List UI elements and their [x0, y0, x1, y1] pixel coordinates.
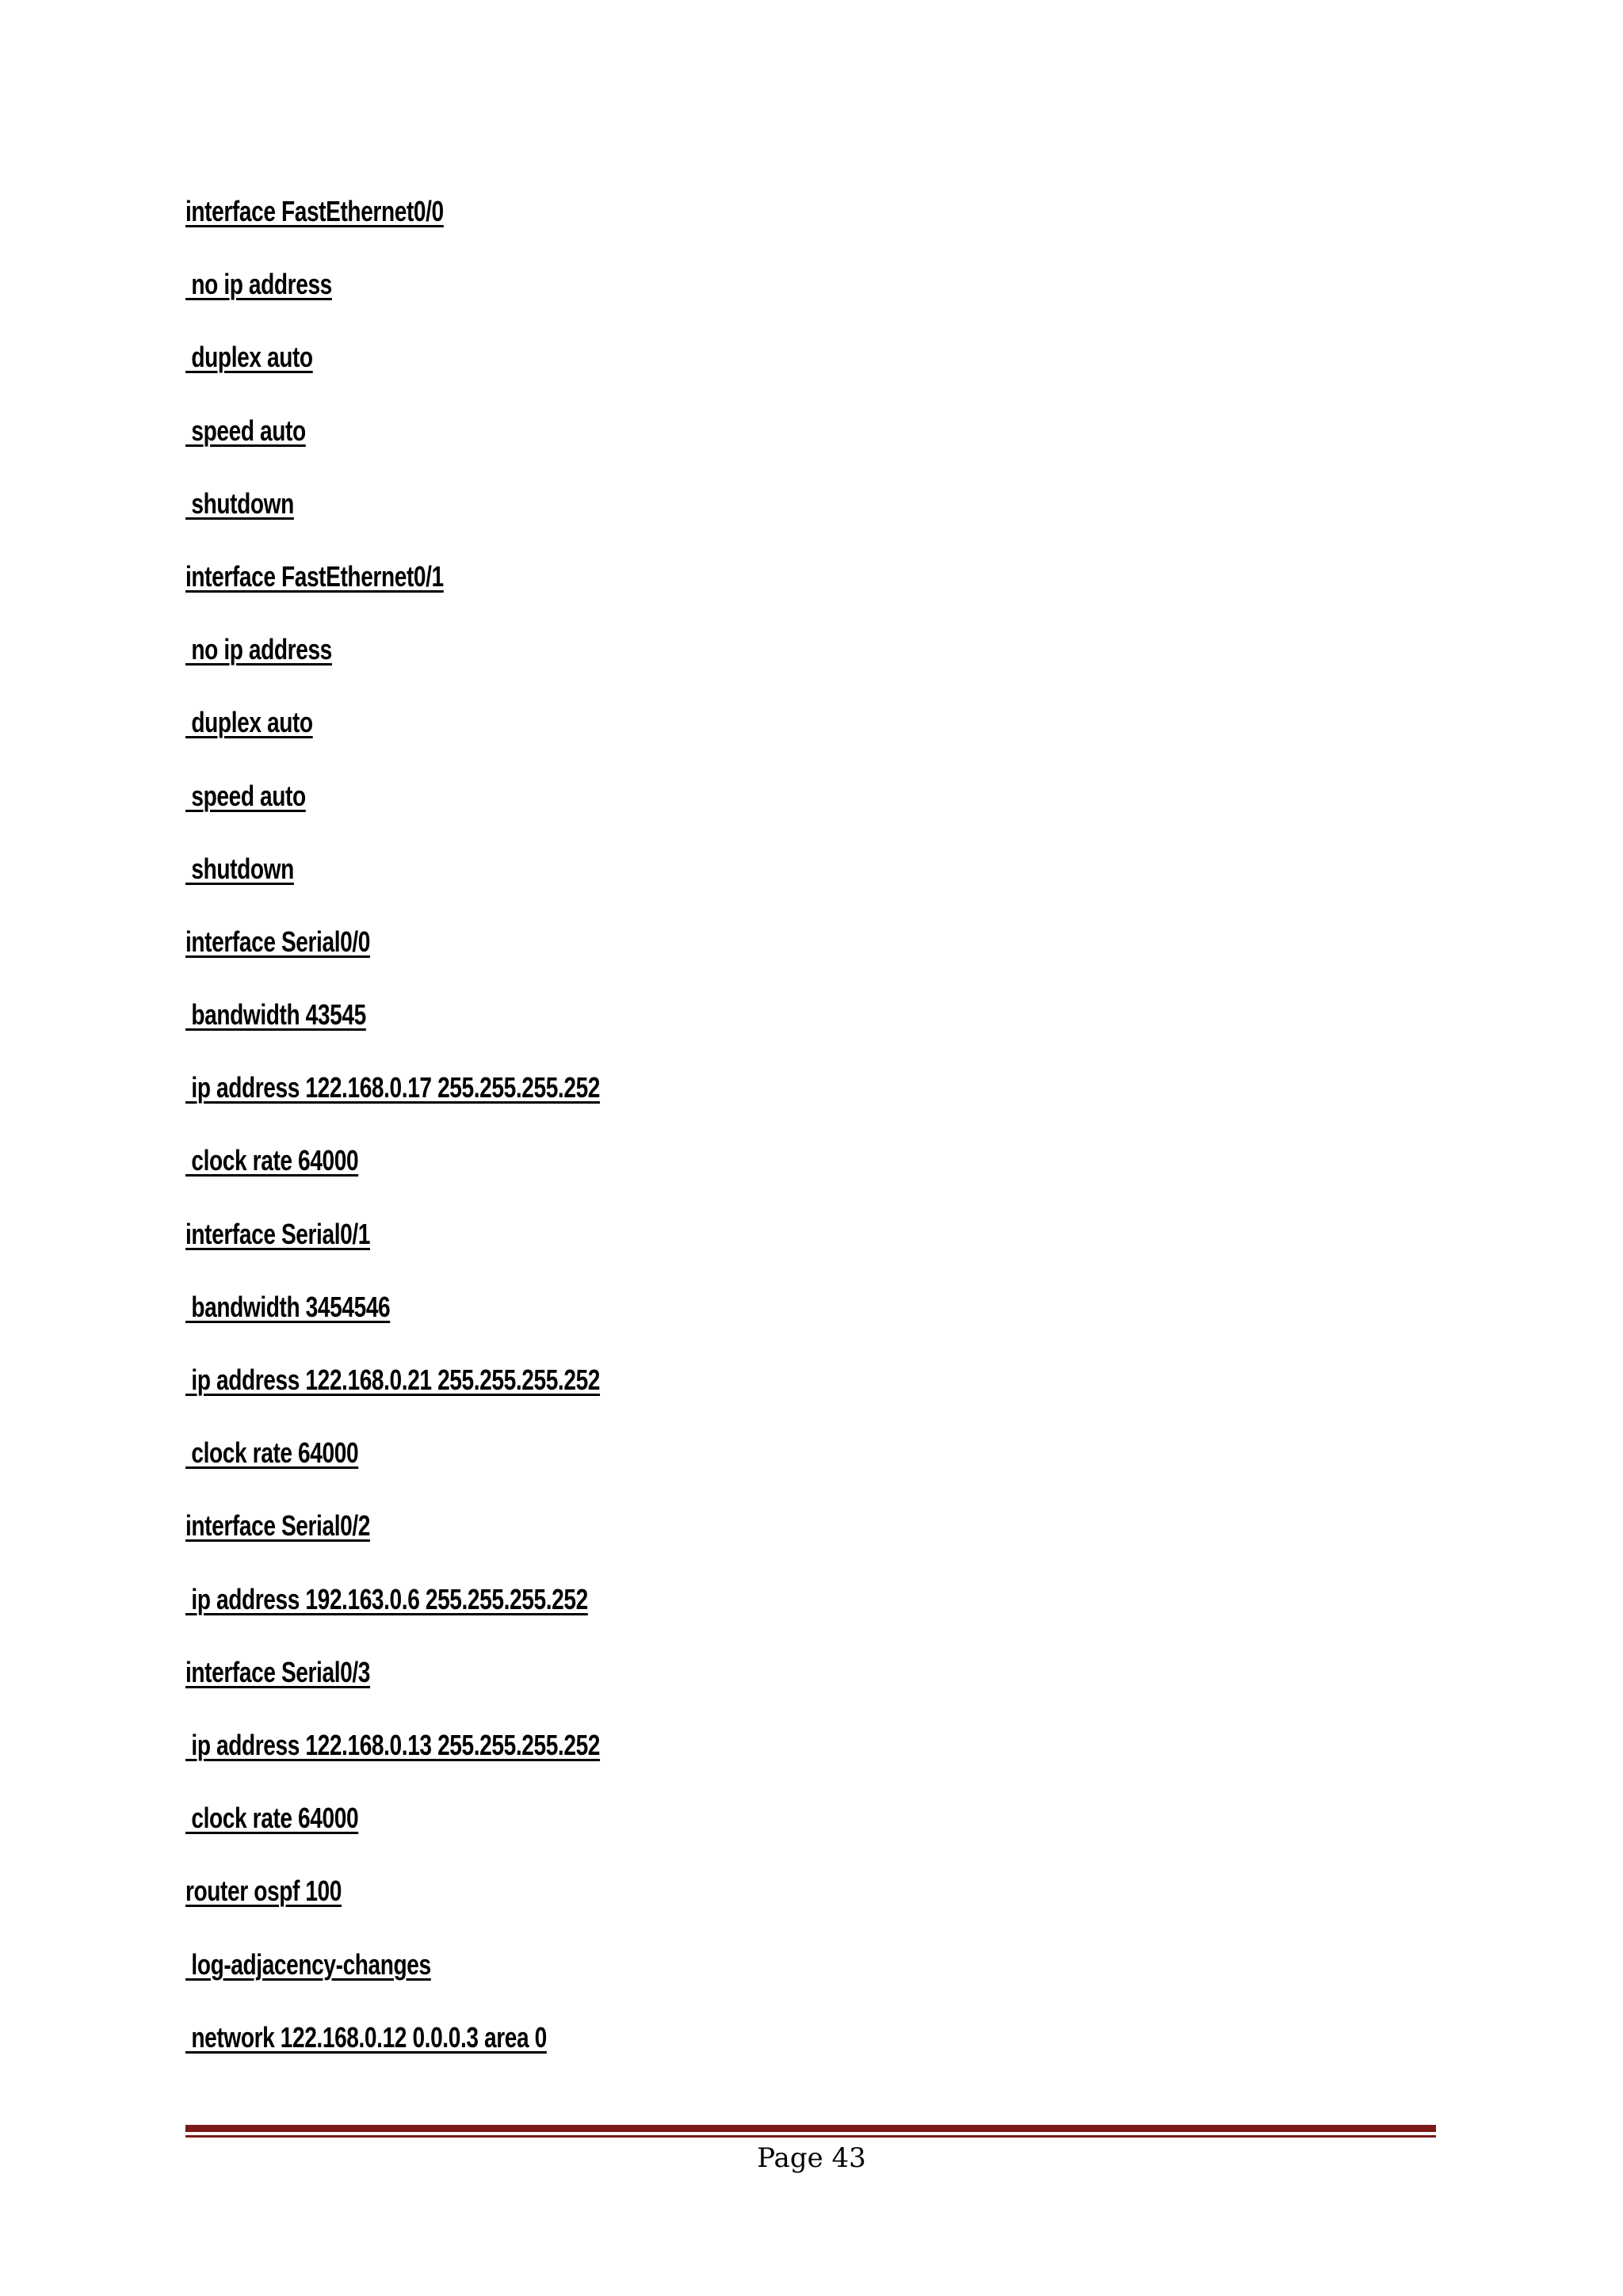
config-line: clock rate 64000 [185, 1144, 359, 1177]
config-line: ip address 192.163.0.6 255.255.255.252 [185, 1582, 588, 1615]
config-line: duplex auto [185, 341, 313, 374]
config-line: bandwidth 43545 [185, 998, 366, 1032]
config-line: router ospf 100 [185, 1875, 342, 1908]
config-line: shutdown [185, 486, 294, 520]
config-line: interface FastEthernet0/0 [185, 195, 444, 227]
config-line: interface Serial0/2 [185, 1509, 370, 1543]
config-line: network 122.168.0.12 0.0.0.3 area 0 [185, 2020, 547, 2054]
config-line: speed auto [185, 779, 306, 812]
config-line: ip address 122.168.0.21 255.255.255.252 [185, 1363, 601, 1396]
config-line: clock rate 64000 [185, 1802, 359, 1835]
config-line: interface Serial0/1 [185, 1217, 370, 1250]
config-line: speed auto [185, 414, 306, 447]
config-line: ip address 122.168.0.17 255.255.255.252 [185, 1071, 601, 1104]
router-config-listing [185, 195, 717, 2094]
footer-divider-thick [185, 2125, 1436, 2132]
page-number: Page 43 [757, 2142, 866, 2174]
config-line: log-adjacency-changes [185, 1947, 431, 1981]
config-line: interface Serial0/0 [185, 925, 370, 958]
config-line: ip address 122.168.0.13 255.255.255.252 [185, 1728, 601, 1761]
config-line: no ip address [185, 268, 332, 301]
config-line: interface Serial0/3 [185, 1655, 370, 1688]
footer-divider-thin [185, 2135, 1436, 2138]
config-line: bandwidth 3454546 [185, 1290, 391, 1323]
config-line: interface FastEthernet0/1 [185, 559, 444, 593]
config-line: no ip address [185, 633, 332, 666]
config-line: duplex auto [185, 706, 313, 739]
config-line: clock rate 64000 [185, 1436, 359, 1470]
config-line: shutdown [185, 852, 294, 885]
